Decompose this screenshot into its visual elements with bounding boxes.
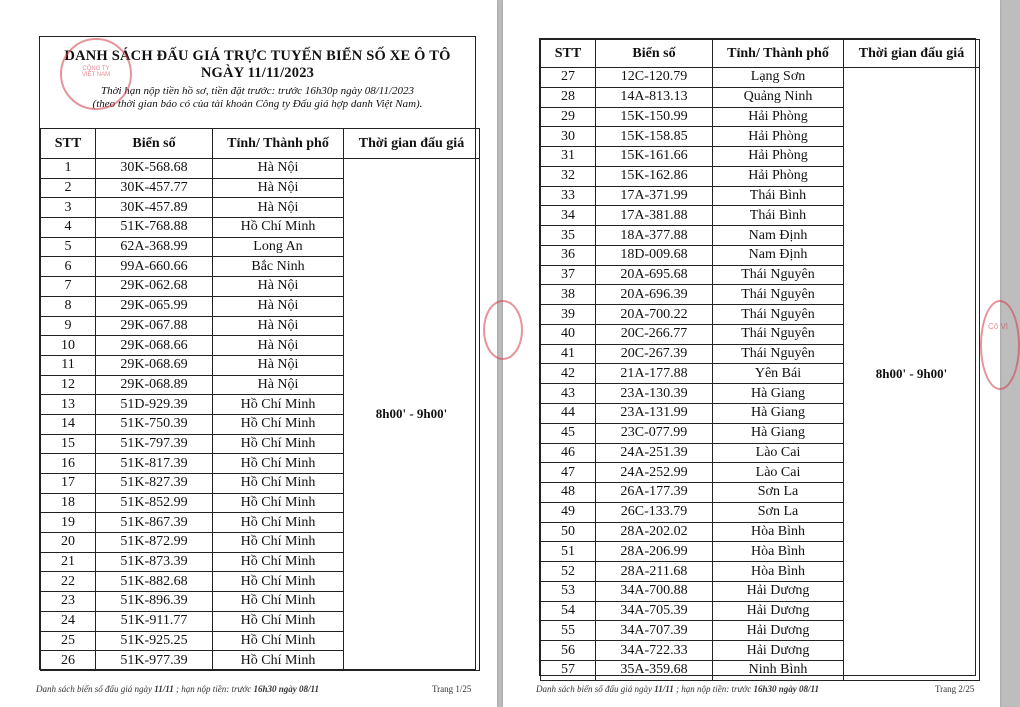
row-province: Thái Bình bbox=[713, 206, 844, 226]
row-plate: 15K-150.99 bbox=[596, 107, 713, 127]
row-plate: 29K-068.66 bbox=[96, 336, 213, 356]
row-stt: 19 bbox=[41, 513, 96, 533]
row-stt: 27 bbox=[541, 68, 596, 88]
footer-prefix: Danh sách biển số đấu giá ngày bbox=[36, 684, 155, 694]
row-stt: 53 bbox=[541, 581, 596, 601]
row-plate: 29K-068.69 bbox=[96, 355, 213, 375]
row-stt: 33 bbox=[541, 186, 596, 206]
row-plate: 34A-722.33 bbox=[596, 641, 713, 661]
row-province: Sơn La bbox=[713, 483, 844, 503]
row-stt: 55 bbox=[541, 621, 596, 641]
row-stt: 45 bbox=[541, 423, 596, 443]
row-stt: 37 bbox=[541, 265, 596, 285]
row-stt: 17 bbox=[41, 474, 96, 494]
row-stt: 2 bbox=[41, 178, 96, 198]
row-province: Hồ Chí Minh bbox=[213, 513, 344, 533]
row-plate: 12C-120.79 bbox=[596, 68, 713, 88]
row-province: Hà Nội bbox=[213, 336, 344, 356]
col-plate-header: Biển số bbox=[96, 129, 213, 159]
row-province: Quảng Ninh bbox=[713, 87, 844, 107]
footer-mid: ; hạn nộp tiền: trước bbox=[173, 684, 254, 694]
table-row bbox=[541, 68, 980, 88]
row-province: Hải Dương bbox=[713, 581, 844, 601]
row-province: Hà Nội bbox=[213, 296, 344, 316]
page1-footer bbox=[36, 684, 319, 694]
page2-frame bbox=[539, 38, 976, 676]
table-body-page-1 bbox=[41, 159, 480, 671]
row-stt: 8 bbox=[41, 296, 96, 316]
row-province: Hồ Chí Minh bbox=[213, 651, 344, 671]
row-stt: 48 bbox=[541, 483, 596, 503]
title-line-1: DANH SÁCH ĐẤU GIÁ TRỰC TUYẾN BIỂN SỐ XE Ô TÔ bbox=[64, 48, 451, 64]
col-province-header: Tỉnh/ Thành phố bbox=[713, 40, 844, 68]
page-number-1: Trang 1/25 bbox=[432, 684, 472, 694]
auction-table-page-1 bbox=[40, 128, 480, 671]
document-page-2 bbox=[503, 0, 1000, 707]
row-plate: 20A-695.68 bbox=[596, 265, 713, 285]
row-stt: 39 bbox=[541, 305, 596, 325]
row-plate: 28A-202.02 bbox=[596, 522, 713, 542]
row-plate: 20C-267.39 bbox=[596, 344, 713, 364]
row-plate: 28A-211.68 bbox=[596, 562, 713, 582]
row-province: Hà Nội bbox=[213, 277, 344, 297]
row-stt: 46 bbox=[541, 443, 596, 463]
row-province: Hải Dương bbox=[713, 621, 844, 641]
row-province: Yên Bái bbox=[713, 364, 844, 384]
row-province: Hải Phòng bbox=[713, 166, 844, 186]
row-province: Hồ Chí Minh bbox=[213, 395, 344, 415]
col-stt-header: STT bbox=[541, 40, 596, 68]
footer-date: 11/11 bbox=[154, 684, 174, 694]
footer-deadline: 16h30 ngày 08/11 bbox=[753, 684, 819, 694]
col-time-header: Thời gian đấu giá bbox=[344, 129, 480, 159]
table-header-row bbox=[41, 129, 480, 159]
row-province: Hồ Chí Minh bbox=[213, 218, 344, 238]
row-province: Hồ Chí Minh bbox=[213, 611, 344, 631]
row-stt: 1 bbox=[41, 159, 96, 179]
stamp-text-1: CÔNG TY bbox=[82, 66, 110, 72]
page1-frame bbox=[39, 36, 476, 670]
row-province: Thái Nguyên bbox=[713, 324, 844, 344]
row-stt: 18 bbox=[41, 493, 96, 513]
row-plate: 20A-700.22 bbox=[596, 305, 713, 325]
row-stt: 13 bbox=[41, 395, 96, 415]
col-plate-header: Biển số bbox=[596, 40, 713, 68]
auction-table-page-2 bbox=[540, 39, 980, 681]
row-stt: 42 bbox=[541, 364, 596, 384]
row-stt: 47 bbox=[541, 463, 596, 483]
row-stt: 7 bbox=[41, 277, 96, 297]
row-plate: 18A-377.88 bbox=[596, 226, 713, 246]
row-plate: 17A-381.88 bbox=[596, 206, 713, 226]
row-province: Hà Giang bbox=[713, 384, 844, 404]
row-plate: 51K-872.99 bbox=[96, 533, 213, 553]
row-plate: 21A-177.88 bbox=[596, 364, 713, 384]
row-plate: 51K-911.77 bbox=[96, 611, 213, 631]
row-stt: 24 bbox=[41, 611, 96, 631]
row-plate: 34A-705.39 bbox=[596, 601, 713, 621]
row-plate: 51K-867.39 bbox=[96, 513, 213, 533]
row-stt: 3 bbox=[41, 198, 96, 218]
row-province: Hồ Chí Minh bbox=[213, 592, 344, 612]
row-stt: 31 bbox=[541, 147, 596, 167]
row-province: Sơn La bbox=[713, 502, 844, 522]
row-plate: 29K-068.89 bbox=[96, 375, 213, 395]
table-header-row bbox=[541, 40, 980, 68]
row-plate: 51K-873.39 bbox=[96, 552, 213, 572]
row-plate: 51K-797.39 bbox=[96, 434, 213, 454]
company-seal-stamp bbox=[60, 38, 132, 110]
row-stt: 29 bbox=[541, 107, 596, 127]
stamp-text-2: VIỆT NAM bbox=[81, 72, 111, 78]
row-stt: 12 bbox=[41, 375, 96, 395]
row-province: Hòa Bình bbox=[713, 542, 844, 562]
row-plate: 26A-177.39 bbox=[596, 483, 713, 503]
row-plate: 28A-206.99 bbox=[596, 542, 713, 562]
row-plate: 23A-131.99 bbox=[596, 404, 713, 424]
time-slot-cell: 8h00' - 9h00' bbox=[344, 159, 480, 671]
row-province: Hồ Chí Minh bbox=[213, 454, 344, 474]
row-stt: 5 bbox=[41, 237, 96, 257]
row-province: Hà Nội bbox=[213, 198, 344, 218]
row-stt: 35 bbox=[541, 226, 596, 246]
row-plate: 20A-696.39 bbox=[596, 285, 713, 305]
row-plate: 51K-977.39 bbox=[96, 651, 213, 671]
row-stt: 10 bbox=[41, 336, 96, 356]
row-stt: 50 bbox=[541, 522, 596, 542]
row-stt: 32 bbox=[541, 166, 596, 186]
row-plate: 23C-077.99 bbox=[596, 423, 713, 443]
row-stt: 16 bbox=[41, 454, 96, 474]
row-province: Hồ Chí Minh bbox=[213, 493, 344, 513]
row-plate: 34A-707.39 bbox=[596, 621, 713, 641]
row-stt: 38 bbox=[541, 285, 596, 305]
row-stt: 40 bbox=[541, 324, 596, 344]
row-stt: 22 bbox=[41, 572, 96, 592]
row-plate: 51K-896.39 bbox=[96, 592, 213, 612]
table-body-page-2 bbox=[541, 68, 980, 681]
row-stt: 34 bbox=[541, 206, 596, 226]
row-province: Hồ Chí Minh bbox=[213, 533, 344, 553]
row-plate: 24A-252.99 bbox=[596, 463, 713, 483]
row-province: Hà Nội bbox=[213, 159, 344, 179]
row-plate: 20C-266.77 bbox=[596, 324, 713, 344]
row-province: Thái Bình bbox=[713, 186, 844, 206]
row-plate: 51K-817.39 bbox=[96, 454, 213, 474]
row-plate: 29K-067.88 bbox=[96, 316, 213, 336]
row-plate: 15K-161.66 bbox=[596, 147, 713, 167]
row-plate: 35A-359.68 bbox=[596, 660, 713, 680]
row-province: Hồ Chí Minh bbox=[213, 572, 344, 592]
page2-footer bbox=[536, 684, 819, 694]
row-plate: 51K-852.99 bbox=[96, 493, 213, 513]
row-province: Hải Dương bbox=[713, 601, 844, 621]
row-stt: 11 bbox=[41, 355, 96, 375]
footer-prefix: Danh sách biển số đấu giá ngày bbox=[536, 684, 655, 694]
row-stt: 28 bbox=[541, 87, 596, 107]
row-province: Hòa Bình bbox=[713, 562, 844, 582]
row-plate: 14A-813.13 bbox=[596, 87, 713, 107]
row-province: Thái Nguyên bbox=[713, 285, 844, 305]
row-province: Hồ Chí Minh bbox=[213, 631, 344, 651]
row-province: Bắc Ninh bbox=[213, 257, 344, 277]
row-stt: 15 bbox=[41, 434, 96, 454]
row-stt: 26 bbox=[41, 651, 96, 671]
row-province: Lào Cai bbox=[713, 443, 844, 463]
page-number-2: Trang 2/25 bbox=[935, 684, 975, 694]
document-page-1 bbox=[0, 0, 497, 707]
seal-stamp-edge-right: Cô VI bbox=[980, 300, 1020, 390]
col-stt-header: STT bbox=[41, 129, 96, 159]
row-stt: 44 bbox=[541, 404, 596, 424]
row-province: Hà Giang bbox=[713, 404, 844, 424]
row-plate: 18D-009.68 bbox=[596, 245, 713, 265]
row-plate: 51K-882.68 bbox=[96, 572, 213, 592]
row-stt: 54 bbox=[541, 601, 596, 621]
row-stt: 52 bbox=[541, 562, 596, 582]
row-plate: 34A-700.88 bbox=[596, 581, 713, 601]
row-province: Ninh Bình bbox=[713, 660, 844, 680]
row-province: Hồ Chí Minh bbox=[213, 414, 344, 434]
row-stt: 43 bbox=[541, 384, 596, 404]
row-plate: 15K-162.86 bbox=[596, 166, 713, 186]
row-plate: 23A-130.39 bbox=[596, 384, 713, 404]
row-province: Hà Nội bbox=[213, 316, 344, 336]
row-province: Lạng Sơn bbox=[713, 68, 844, 88]
note-line-1: Thời hạn nộp tiền hồ sơ, tiền đặt trước: trước 16h30p ngày 08/11/2023 bbox=[100, 85, 414, 97]
row-province: Nam Định bbox=[713, 245, 844, 265]
row-plate: 51D-929.39 bbox=[96, 395, 213, 415]
footer-mid: ; hạn nộp tiền: trước bbox=[673, 684, 754, 694]
row-stt: 21 bbox=[41, 552, 96, 572]
row-province: Hà Nội bbox=[213, 178, 344, 198]
row-province: Hải Phòng bbox=[713, 127, 844, 147]
row-stt: 49 bbox=[541, 502, 596, 522]
time-slot-cell: 8h00' - 9h00' bbox=[844, 68, 980, 681]
row-stt: 25 bbox=[41, 631, 96, 651]
row-plate: 30K-568.68 bbox=[96, 159, 213, 179]
row-plate: 62A-368.99 bbox=[96, 237, 213, 257]
row-plate: 51K-750.39 bbox=[96, 414, 213, 434]
row-province: Hà Giang bbox=[713, 423, 844, 443]
row-plate: 17A-371.99 bbox=[596, 186, 713, 206]
row-stt: 56 bbox=[541, 641, 596, 661]
row-province: Hà Nội bbox=[213, 355, 344, 375]
row-province: Hòa Bình bbox=[713, 522, 844, 542]
col-province-header: Tỉnh/ Thành phố bbox=[213, 129, 344, 159]
row-province: Thái Nguyên bbox=[713, 265, 844, 285]
row-plate: 51K-768.88 bbox=[96, 218, 213, 238]
row-plate: 26C-133.79 bbox=[596, 502, 713, 522]
row-plate: 30K-457.89 bbox=[96, 198, 213, 218]
row-province: Thái Nguyên bbox=[713, 305, 844, 325]
row-stt: 6 bbox=[41, 257, 96, 277]
row-stt: 14 bbox=[41, 414, 96, 434]
row-stt: 41 bbox=[541, 344, 596, 364]
row-province: Hồ Chí Minh bbox=[213, 552, 344, 572]
row-plate: 51K-925.25 bbox=[96, 631, 213, 651]
row-province: Hải Dương bbox=[713, 641, 844, 661]
row-stt: 51 bbox=[541, 542, 596, 562]
row-stt: 23 bbox=[41, 592, 96, 612]
table-row bbox=[41, 159, 480, 179]
title-line-2: NGÀY 11/11/2023 bbox=[200, 65, 315, 81]
row-plate: 15K-158.85 bbox=[596, 127, 713, 147]
row-plate: 24A-251.39 bbox=[596, 443, 713, 463]
row-stt: 30 bbox=[541, 127, 596, 147]
row-province: Nam Định bbox=[713, 226, 844, 246]
row-plate: 29K-062.68 bbox=[96, 277, 213, 297]
row-province: Hải Phòng bbox=[713, 107, 844, 127]
row-stt: 9 bbox=[41, 316, 96, 336]
row-plate: 51K-827.39 bbox=[96, 474, 213, 494]
row-stt: 36 bbox=[541, 245, 596, 265]
row-province: Long An bbox=[213, 237, 344, 257]
row-province: Hà Nội bbox=[213, 375, 344, 395]
row-plate: 29K-065.99 bbox=[96, 296, 213, 316]
row-stt: 57 bbox=[541, 660, 596, 680]
row-stt: 20 bbox=[41, 533, 96, 553]
row-province: Lào Cai bbox=[713, 463, 844, 483]
row-stt: 4 bbox=[41, 218, 96, 238]
row-province: Thái Nguyên bbox=[713, 344, 844, 364]
row-province: Hải Phòng bbox=[713, 147, 844, 167]
row-plate: 30K-457.77 bbox=[96, 178, 213, 198]
row-plate: 99A-660.66 bbox=[96, 257, 213, 277]
note-line-2: (theo thời gian báo có của tài khoản Công ty Đấu giá hợp danh Việt Nam). bbox=[92, 98, 423, 110]
footer-deadline: 16h30 ngày 08/11 bbox=[253, 684, 319, 694]
row-province: Hồ Chí Minh bbox=[213, 474, 344, 494]
col-time-header: Thời gian đấu giá bbox=[844, 40, 980, 68]
row-province: Hồ Chí Minh bbox=[213, 434, 344, 454]
footer-date: 11/11 bbox=[654, 684, 674, 694]
seal-stamp-edge-left bbox=[483, 300, 523, 360]
